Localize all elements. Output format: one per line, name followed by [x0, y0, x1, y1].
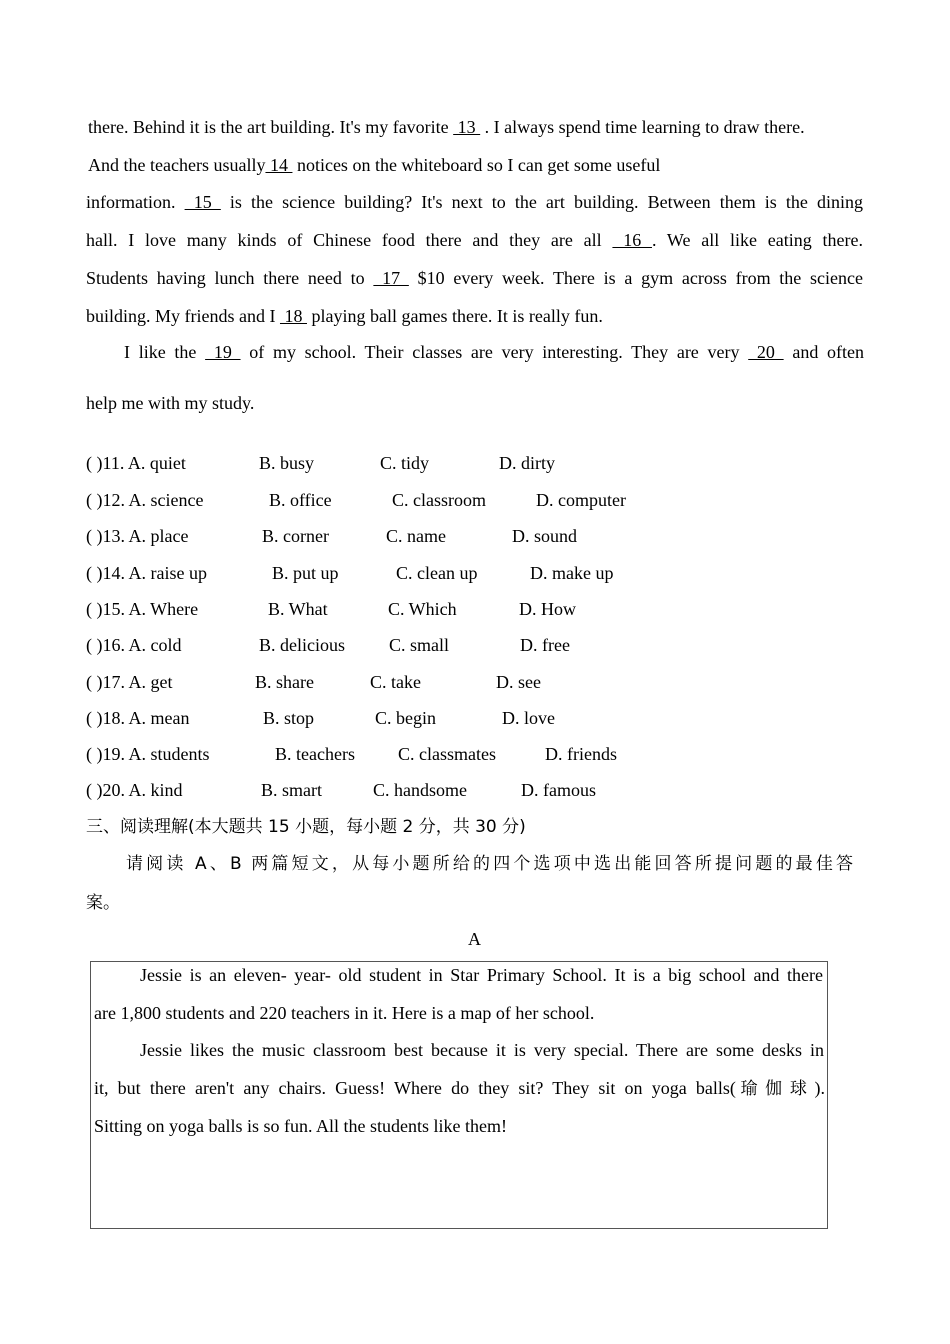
reading-a-line-3: Jessie likes the music classroom best because it is very special. There are some desks in: [140, 1040, 824, 1060]
blank-16: 16: [612, 230, 652, 250]
passage-a-label: A: [468, 929, 481, 949]
passage-line-6: building. My friends and I 18 playing ball games there. It is really fun.: [86, 306, 603, 326]
reading-a-line-2: are 1,800 students and 220 teachers in it. Here is a map of her school.: [94, 1003, 595, 1023]
passage-line-4: hall. I love many kinds of Chinese food there and they are all 16 . We all like eating there.: [86, 230, 863, 250]
blank-18: 18: [279, 306, 307, 326]
passage-line-8: help me with my study.: [86, 393, 255, 413]
passage-line-7: I like the 19 of my school. Their classes are very interesting. They are very 20 and often: [124, 342, 865, 362]
blank-20: 20: [748, 342, 784, 362]
blank-19: 19: [205, 342, 241, 362]
passage-line-2: And the teachers usually 14 notices on the whiteboard so I can get some useful: [88, 155, 661, 175]
passage-line-3: information. 15 is the science building? It's next to the art building. Between them is the dining: [86, 192, 864, 212]
section-3-heading: 三、阅读理解(本大题共 15 小题，每小题 2 分，共 30 分): [86, 817, 526, 837]
blank-17: 17: [373, 268, 409, 288]
reading-a-line-4: it, but there aren't any chairs. Guess! Where do they sit? They sit on yoga balls(瑜伽球).: [94, 1078, 826, 1099]
passage-line-5: Students having lunch there need to 17 $10 every week. There is a gym across from the science: [86, 268, 863, 288]
section-3-instruction: 请阅读 A、B 两篇短文，从每小题所给的四个选项中选出能回答所提问题的最佳答: [126, 854, 854, 874]
passage-line-1: there. Behind it is the art building. It's my favorite 13 . I always spend time learning to draw there.: [88, 117, 805, 137]
yoga-ball-chinese: 瑜伽球: [735, 1079, 815, 1099]
blank-14: 14: [265, 155, 293, 175]
blank-15: 15: [184, 192, 221, 212]
reading-a-line-5: Sitting on yoga balls is so fun. All the students like them!: [94, 1116, 507, 1136]
reading-a-line-1: Jessie is an eleven- year- old student in Star Primary School. It is a big school and there: [140, 965, 823, 985]
blank-13: 13: [453, 117, 481, 137]
section-3-instruction-cont: 案。: [86, 893, 120, 913]
